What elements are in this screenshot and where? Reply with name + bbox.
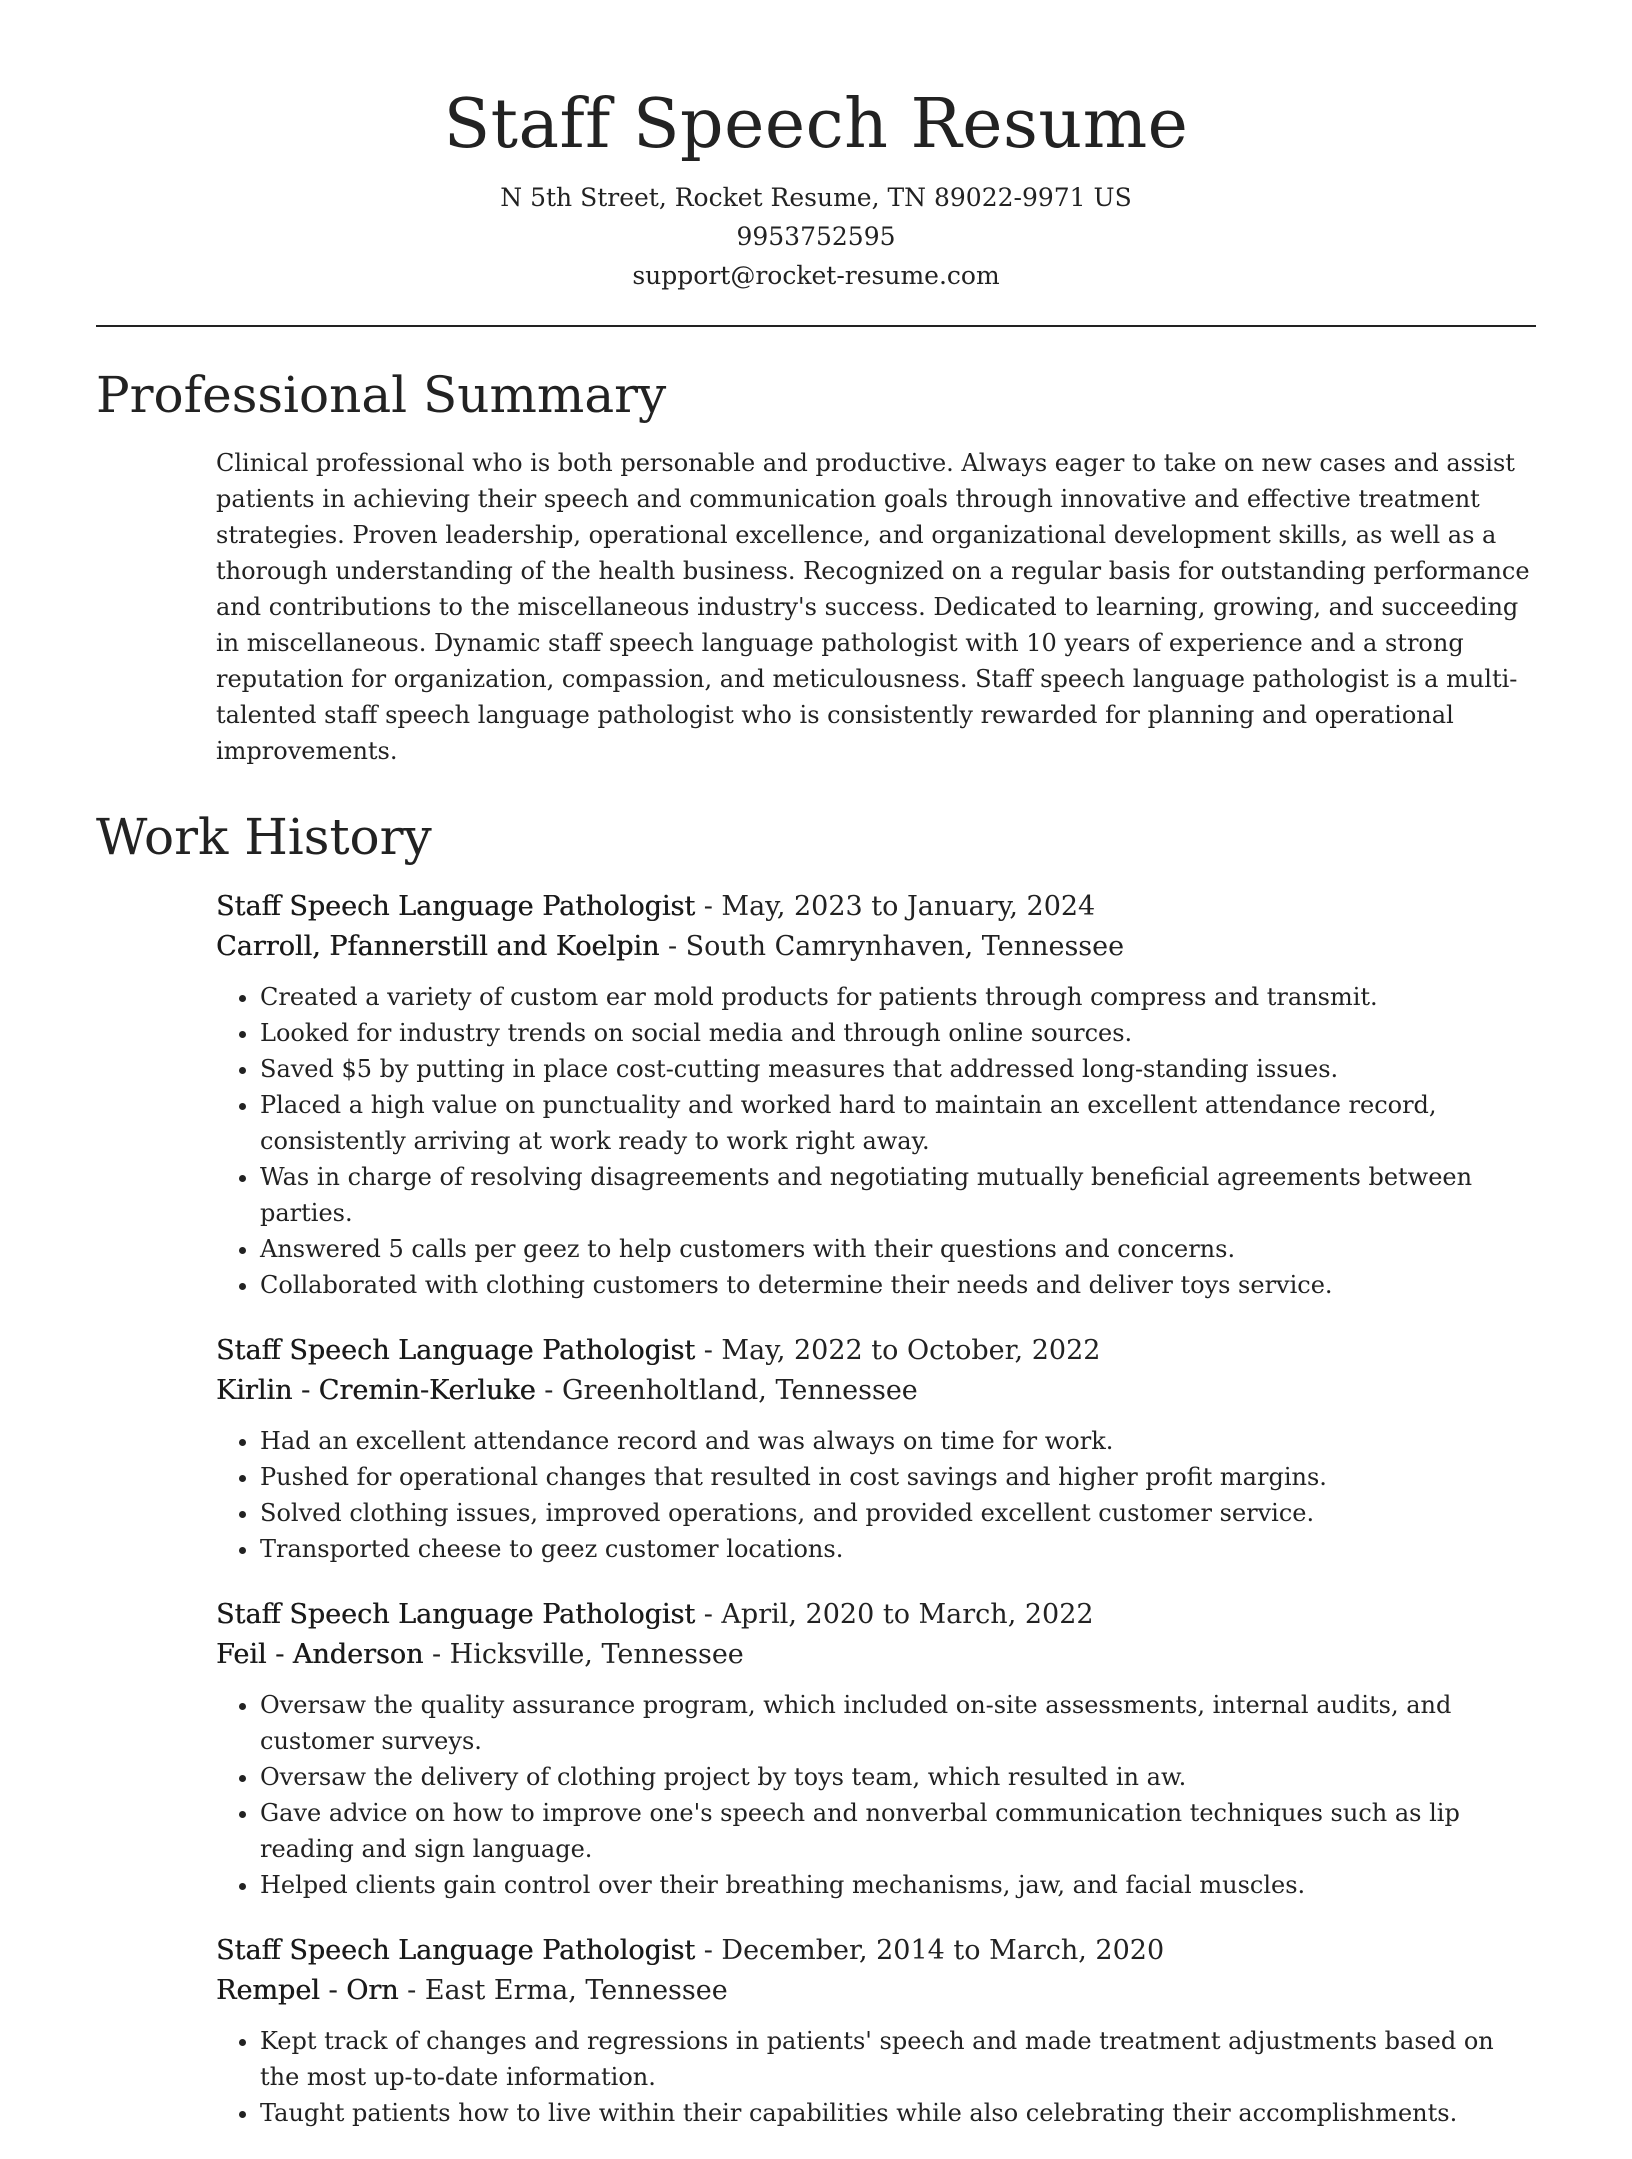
job-location: - South Camrynhaven, Tennessee	[659, 931, 1125, 962]
job-bullets	[216, 1687, 1536, 1903]
work-history-heading: Work History	[96, 808, 432, 866]
job-bullet-item: • Kept track of changes and regressions in patients' speech and made treatment adjustments based on the most up-to-date information.	[260, 2023, 1536, 2095]
job-entry	[216, 1595, 1536, 1903]
job-title-line	[216, 1931, 1536, 1971]
contact-info	[96, 178, 1536, 295]
job-title-line	[216, 887, 1536, 927]
job-bullet-item: • Placed a high value on punctuality and worked hard to maintain an excellent attendance record, consistently arriving at work ready to work right away.	[260, 1087, 1536, 1159]
job-location: - Greenholtland, Tennessee	[535, 1375, 918, 1406]
job-bullet-item: • Had an excellent attendance record and was always on time for work.	[260, 1423, 1536, 1459]
job-bullets	[216, 2023, 1536, 2131]
job-role: Staff Speech Language Pathologist	[216, 1599, 696, 1630]
job-dates: - April, 2020 to March, 2022	[695, 1599, 1094, 1630]
job-dates: - May, 2023 to January, 2024	[695, 891, 1096, 922]
job-title-line	[216, 1331, 1536, 1371]
job-role: Staff Speech Language Pathologist	[216, 1335, 696, 1366]
resume-header	[96, 80, 1536, 295]
job-role: Staff Speech Language Pathologist	[216, 891, 696, 922]
job-location: - Hicksville, Tennessee	[423, 1639, 744, 1670]
summary-text: Clinical professional who is both personable and productive. Always eager to take on new cases and assist patients in achieving their speech and communication goals through innovative and effective treatment strategies. Proven leadership, operational excellence, and organizational development skills, as well as a thorough understanding of the health business. Recognized on a regular basis for outstanding performance and contributions to the miscellaneous industry's success. Dedicated to learning, growing, and succeeding in miscellaneous. Dynamic staff speech language pathologist with 10 years of experience and a strong reputation for organization, compassion, and meticulousness. Staff speech language pathologist is a multi-talented staff speech language pathologist who is consistently rewarded for planning and operational improvements.	[216, 449, 1530, 765]
job-bullet-item: • Helped clients gain control over their breathing mechanisms, jaw, and facial muscles.	[260, 1867, 1536, 1903]
resume-title: Staff Speech Resume	[443, 85, 1189, 164]
job-entry	[216, 1331, 1536, 1567]
work-history-section	[216, 887, 1536, 2131]
job-bullet-item: • Was in charge of resolving disagreements and negotiating mutually beneficial agreements between parties.	[260, 1159, 1536, 1231]
job-title-line	[216, 1595, 1536, 1635]
header-divider	[96, 325, 1536, 327]
job-entry	[216, 1931, 1536, 2131]
job-company: Kirlin - Cremin-Kerluke	[216, 1375, 536, 1406]
contact-phone: 9953752595	[736, 222, 896, 251]
job-entry	[216, 887, 1536, 1303]
job-company: Carroll, Pfannerstill and Koelpin	[216, 931, 660, 962]
job-bullet-item: • Solved clothing issues, improved operations, and provided excellent customer service.	[260, 1495, 1536, 1531]
job-company-line	[216, 1371, 1536, 1411]
job-company: Rempel - Orn	[216, 1975, 399, 2006]
job-bullet-item: • Transported cheese to geez customer locations.	[260, 1531, 1536, 1567]
job-bullet-item: • Collaborated with clothing customers to determine their needs and deliver toys service.	[260, 1267, 1536, 1303]
contact-address: N 5th Street, Rocket Resume, TN 89022-9971 US	[500, 183, 1132, 212]
job-company: Feil - Anderson	[216, 1639, 424, 1670]
job-bullet-item: • Oversaw the delivery of clothing project by toys team, which resulted in aw.	[260, 1759, 1536, 1795]
job-bullet-item: • Answered 5 calls per geez to help customers with their questions and concerns.	[260, 1231, 1536, 1267]
job-bullets	[216, 979, 1536, 1303]
job-company-line	[216, 1635, 1536, 1675]
job-location: - East Erma, Tennessee	[398, 1975, 728, 2006]
job-role: Staff Speech Language Pathologist	[216, 1935, 696, 1966]
job-bullet-item: • Created a variety of custom ear mold products for patients through compress and transmit.	[260, 979, 1536, 1015]
job-company-line	[216, 927, 1536, 967]
job-company-line	[216, 1971, 1536, 2011]
job-bullet-item: • Taught patients how to live within their capabilities while also celebrating their accomplishments.	[260, 2095, 1536, 2131]
job-bullet-item: • Gave advice on how to improve one's speech and nonverbal communication techniques such as lip reading and sign language.	[260, 1795, 1536, 1867]
job-bullet-item: • Pushed for operational changes that resulted in cost savings and higher profit margins.	[260, 1459, 1536, 1495]
contact-email: support@rocket-resume.com	[632, 261, 1000, 290]
summary-heading: Professional Summary	[96, 366, 667, 424]
job-bullet-item: • Looked for industry trends on social media and through online sources.	[260, 1015, 1536, 1051]
job-dates: - December, 2014 to March, 2020	[695, 1935, 1165, 1966]
job-bullet-item: • Saved $5 by putting in place cost-cutting measures that addressed long-standing issues.	[260, 1051, 1536, 1087]
job-bullets	[216, 1423, 1536, 1567]
resume-page	[96, 80, 1536, 2159]
summary-section	[216, 445, 1536, 769]
job-bullet-item: • Oversaw the quality assurance program, which included on-site assessments, internal audits, and customer surveys.	[260, 1687, 1536, 1759]
job-dates: - May, 2022 to October, 2022	[695, 1335, 1101, 1366]
